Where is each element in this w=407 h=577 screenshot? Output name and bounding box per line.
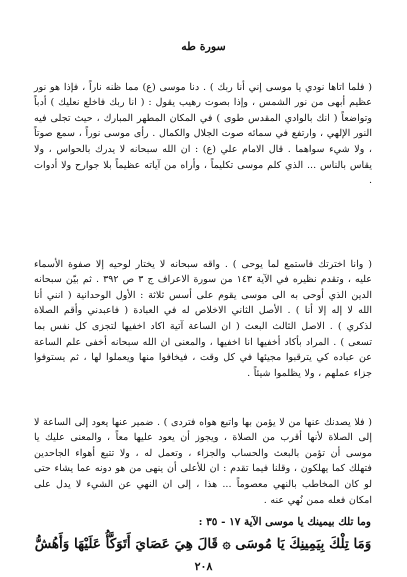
quran-verse: وَمَا تِلْكَ بِيَمِينِكَ يَا مُوسَى ۞ قَالَ هِيَ عَصَايَ أَتَوَكَّأُ عَلَيْهَا وَأَهُشُّ bbox=[34, 536, 372, 552]
commentary-paragraph: ( وانا اخترتك فاستمع لما يوحى ) . واقه سبحانه لا يختار لوحيه إلا صفوة الأسماء عليه ، وتقدم نظيره في الآية ١٤٣ من سورة الاعراف ج ٣ ص ٣٩٢ . ثم بيّن سبحانه الدين الذي أوحى به الى موسى يقوم على أسس ثلاثة : الأول الوحدانية ( انني أنا الله لا إله إلا أنا ) . الأصل الثاني الاخلاص له في العبادة ( فاعبدني وأقم الصلاة لذكري ) . الاصل الثالث البعث ( ان الساعة آتية اكاد اخفيها لتجزى كل نفس بما تسعى ) . المراد بأكاد أخفيها انا اخفيها ، والمعنى ان الله سبحانه أخفى علم الساعة عن عباده كي يترقبوا مجيئها في كل وقت ، فيخافوا منها ويعملوا لها ، ثم يستوفوا جزاء عملهم ، ولا يظلموا شيئاً . bbox=[34, 258, 372, 379]
section-heading: وما تلك بيمينك يا موسى الآية ١٧ - ٣٥ : bbox=[198, 516, 371, 528]
commentary-paragraph: ( فلما اتاها نودي يا موسى إني أنا ربك ) . دنا موسى (ع) مما ظنه ناراً ، فإذا هو نور عظيم أبهى من نور الشمس ، وإذا بصوت رهيب يقول : ( انا ربك فاخلع نعليك ) أدباً وتواضعاً ( انك بالوادي المقدس طوى ) في المكان المطهر المبارك ، حيث تجلى فيه النور الإلهي ، وارتفع في سمائه صوت الجلال والكمال . رأى موسى نوراً ، سمع صوتاً ، ولا شيء سواهما . قال الامام علي (ع) : ان الله سبحانه لا يدرك بالحواس ، ولا يقاس بالناس ... الذي كلم موسى تكليماً ، وأراه من آياته عظيماً بلا جوارح ولا أدوات . bbox=[34, 81, 372, 187]
page-number: ٢٠٨ bbox=[194, 560, 213, 573]
surah-title: سورة طه bbox=[181, 40, 226, 53]
commentary-paragraph: ( فلا يصدنك عنها من لا يؤمن بها واتبع هواه فتردى ) . ضمير عنها يعود إلى الساعة لا إلى الصلاة لأنها أقرب من الصلاة ، ويجوز أن يعود عليها معاً ، والمعنى عليك يا موسى أن تؤمن بالبعث والحساب والجزاء ، وتعمل له ، ولا تتبع أهواء الجاحدين فتهلك كما يهلكون ، وقلنا فيما تقدم : ان للأعلى أن ينهى من هو دونه عما يشاء حتى لو كان المخاطب بالنهي معصوماً ... هذا ، إلى ان النهي عن الشيء لا يدل على امكان فعله ممن نُهي عنه . bbox=[34, 416, 372, 506]
